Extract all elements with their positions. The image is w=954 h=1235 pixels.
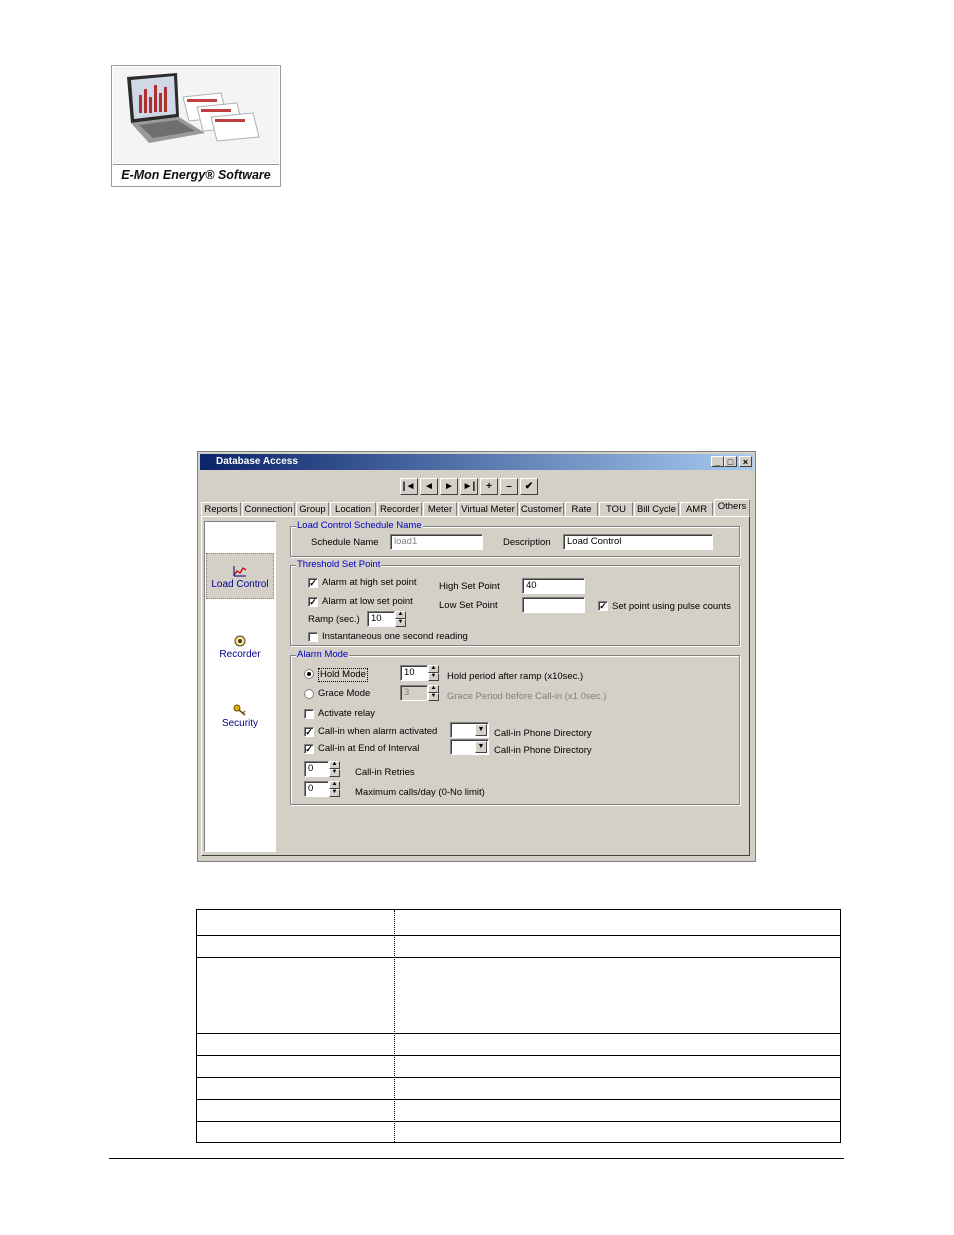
table-row	[197, 935, 840, 936]
table-row	[197, 1077, 840, 1078]
next-record-button[interactable]: ►	[440, 478, 458, 495]
tab-tou[interactable]: TOU	[599, 502, 633, 516]
grace-period-label: Grace Period before Call-in (x1 0sec.)	[447, 691, 607, 702]
callin-end-checkbox[interactable]: ✓	[305, 744, 313, 754]
max-calls-input[interactable]: 0	[304, 781, 329, 797]
description-input[interactable]: Load Control	[563, 534, 713, 550]
low-set-point-input[interactable]	[522, 597, 585, 613]
tab-customer[interactable]: Customer	[520, 504, 563, 515]
tab-recorder[interactable]: Recorder	[377, 502, 422, 516]
sidebar-item-recorder[interactable]	[207, 635, 273, 660]
pulse-counts-label: Set point using pulse counts	[612, 601, 731, 612]
hold-mode-label: Hold Mode	[320, 669, 366, 680]
tab-connection[interactable]: Connection	[242, 502, 295, 516]
alarm-low-checkbox[interactable]: ✓	[309, 597, 317, 607]
table-row	[197, 957, 840, 958]
recorder-icon	[233, 635, 247, 647]
sidebar-item-security[interactable]	[207, 704, 273, 729]
security-key-icon	[233, 704, 247, 716]
emon-logo	[111, 65, 281, 187]
threshold-legend: Threshold Set Point	[297, 559, 381, 570]
activate-relay-checkbox[interactable]	[304, 709, 314, 719]
ramp-spinner[interactable]: ▲ ▼	[395, 611, 406, 627]
last-record-button[interactable]: ►|	[460, 478, 478, 495]
alarm-low-label: Alarm at low set point	[322, 596, 413, 607]
callin-end-label: Call-in at End of Interval	[318, 743, 420, 754]
database-access-window	[197, 451, 756, 862]
first-record-button[interactable]: |◄	[400, 478, 418, 495]
grace-mode-radio[interactable]	[304, 689, 314, 699]
tab-location[interactable]: Location	[330, 502, 376, 516]
schedule-name-group	[290, 520, 740, 557]
low-set-point-label: Low Set Point	[439, 600, 498, 611]
high-set-point-input[interactable]: 40	[522, 578, 585, 594]
activate-relay-label: Activate relay	[318, 708, 376, 719]
logo-caption: E-Mon Energy® Software	[113, 164, 279, 186]
sidebar-item-label: Load Control	[211, 579, 269, 590]
schedule-legend: Load Control Schedule Name	[297, 520, 422, 531]
laptop-illustration	[113, 67, 279, 163]
callin-end-directory-select[interactable]	[450, 739, 489, 755]
tab-reports[interactable]: Reports	[201, 502, 241, 516]
directory-label-1: Call-in Phone Directory	[494, 728, 592, 739]
callin-alarm-checkbox[interactable]: ✓	[305, 727, 313, 737]
footer-rule	[109, 1158, 844, 1159]
schedule-name-label: Schedule Name	[311, 537, 379, 548]
callin-alarm-directory-select[interactable]	[450, 722, 489, 738]
grace-mode-label: Grace Mode	[318, 688, 371, 699]
table-row	[197, 1033, 840, 1034]
tab-bill-cycle[interactable]: Bill Cycle	[634, 502, 679, 516]
table-column-divider	[394, 910, 395, 1142]
alarm-mode-legend: Alarm Mode	[297, 649, 349, 660]
sidebar-item-label: Recorder	[219, 649, 261, 660]
close-button[interactable]: ×	[739, 456, 752, 467]
instantaneous-checkbox[interactable]	[308, 632, 318, 642]
sidebar-item-load-control[interactable]	[206, 553, 274, 599]
tab-virtual-meter[interactable]: Virtual Meter	[458, 502, 518, 516]
table-row	[197, 1121, 840, 1122]
hold-mode-radio[interactable]	[304, 669, 314, 679]
alarm-mode-group	[290, 649, 740, 805]
sidebar-item-label: Security	[221, 718, 259, 729]
grace-period-spinner[interactable]: ▲ ▼	[428, 685, 439, 701]
hold-period-spinner[interactable]: ▲ ▼	[428, 665, 439, 681]
prior-record-button[interactable]: ◄	[420, 478, 438, 495]
max-calls-label: Maximum calls/day (0-No limit)	[355, 787, 485, 798]
chevron-down-icon: ▼	[475, 741, 487, 753]
load-control-icon	[233, 565, 247, 577]
grace-period-input[interactable]: 3	[400, 685, 428, 701]
chevron-down-icon: ▼	[475, 724, 487, 736]
ramp-input[interactable]: 10	[367, 611, 395, 627]
insert-record-button[interactable]: +	[480, 478, 498, 495]
title-bar	[200, 454, 753, 470]
tab-meter[interactable]: Meter	[423, 502, 457, 516]
directory-label-2: Call-in Phone Directory	[494, 745, 592, 756]
others-sidebar	[204, 521, 276, 852]
retries-label: Call-in Retries	[355, 767, 415, 778]
retries-spinner[interactable]: ▲ ▼	[329, 761, 340, 777]
instantaneous-label: Instantaneous one second reading	[322, 631, 468, 642]
post-record-button[interactable]: ✔	[520, 478, 538, 495]
schedule-name-input[interactable]: load1	[390, 534, 483, 550]
table-row	[197, 1055, 840, 1056]
description-table	[196, 909, 841, 1143]
tab-rate[interactable]: Rate	[565, 502, 598, 516]
delete-record-button[interactable]: –	[500, 478, 518, 495]
hold-period-label: Hold period after ramp (x10sec.)	[447, 671, 584, 682]
max-calls-spinner[interactable]: ▲ ▼	[329, 781, 340, 797]
description-label: Description	[503, 537, 551, 548]
tab-others[interactable]: Others	[714, 499, 750, 517]
ramp-label: Ramp (sec.)	[308, 614, 360, 625]
threshold-group	[290, 559, 740, 646]
alarm-high-checkbox[interactable]: ✓	[309, 578, 317, 588]
retries-input[interactable]: 0	[304, 761, 329, 777]
maximize-button[interactable]: □	[724, 456, 737, 467]
minimize-button[interactable]: _	[711, 456, 724, 467]
table-row	[197, 1099, 840, 1100]
tab-group[interactable]: Group	[296, 502, 329, 516]
callin-alarm-label: Call-in when alarm activated	[318, 726, 438, 737]
high-set-point-label: High Set Point	[439, 581, 500, 592]
alarm-high-label: Alarm at high set point	[322, 577, 417, 588]
hold-period-input[interactable]: 10	[400, 665, 428, 681]
window-title: Database Access	[216, 456, 298, 467]
pulse-counts-checkbox[interactable]: ✓	[599, 601, 607, 611]
tab-amr[interactable]: AMR	[680, 502, 713, 516]
